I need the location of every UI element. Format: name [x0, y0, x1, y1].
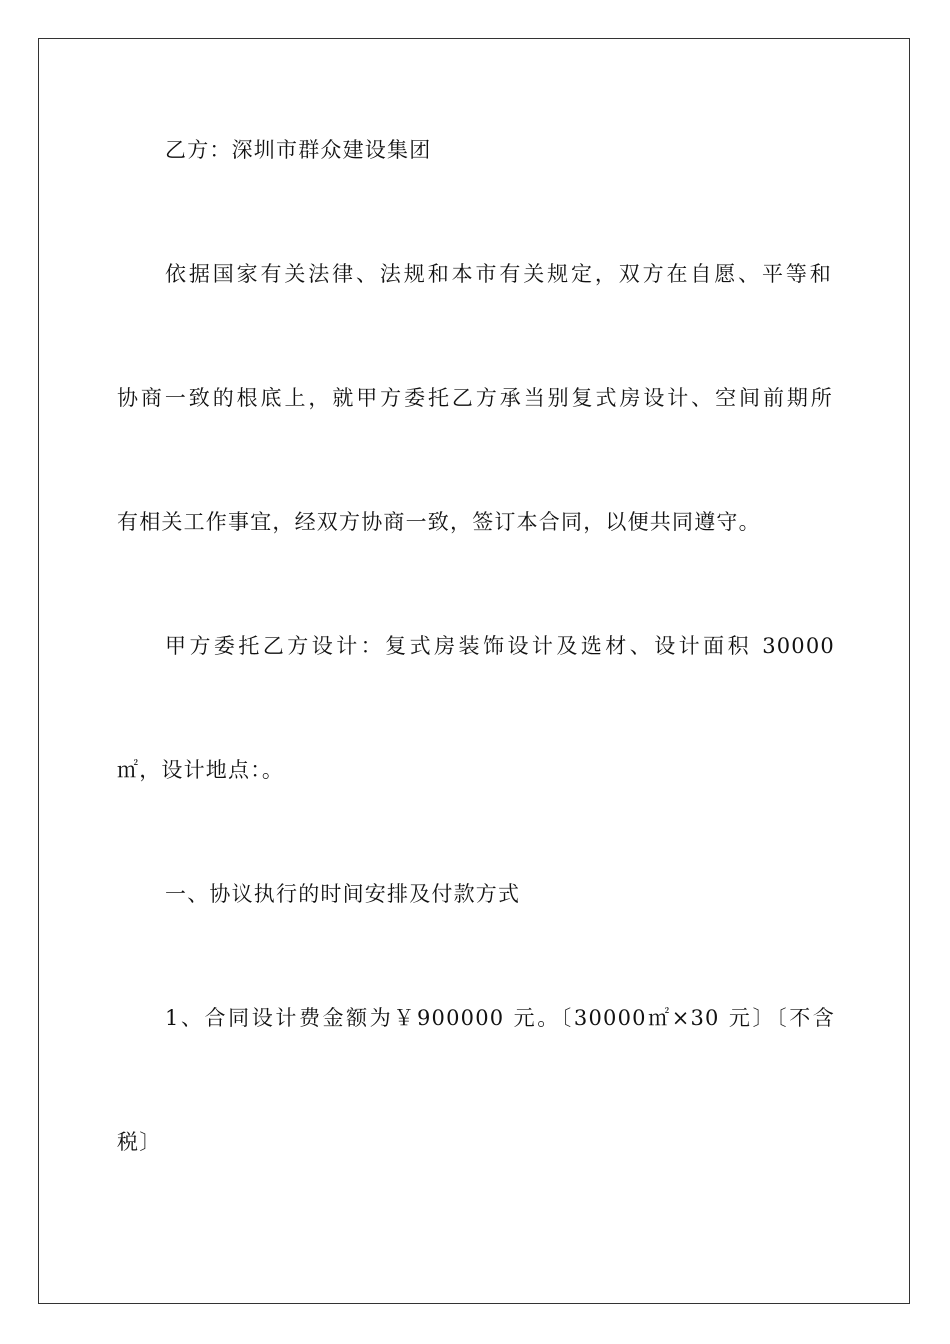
- party-b-line: 乙方：深圳市群众建设集团: [165, 138, 432, 162]
- fee-line-2: 税〕: [117, 1130, 162, 1154]
- commission-line-1: 甲方委托乙方设计：复式房装饰设计及选材、设计面积 30000: [165, 634, 835, 658]
- preamble-line-2: 协商一致的根底上，就甲方委托乙方承当别复式房设计、空间前期所: [117, 386, 833, 410]
- commission-line-2: ㎡，设计地点：。: [117, 758, 285, 782]
- fee-line-1: 1、合同设计费金额为￥900000 元。〔30000㎡×30 元〕〔不含: [165, 1006, 835, 1030]
- section-heading: 一、协议执行的时间安排及付款方式: [165, 882, 521, 906]
- preamble-line-3: 有相关工作事宜，经双方协商一致，签订本合同，以便共同遵守。: [117, 510, 761, 534]
- page-border: [38, 38, 910, 1304]
- preamble-line-1: 依据国家有关法律、法规和本市有关规定，双方在自愿、平等和: [165, 262, 832, 286]
